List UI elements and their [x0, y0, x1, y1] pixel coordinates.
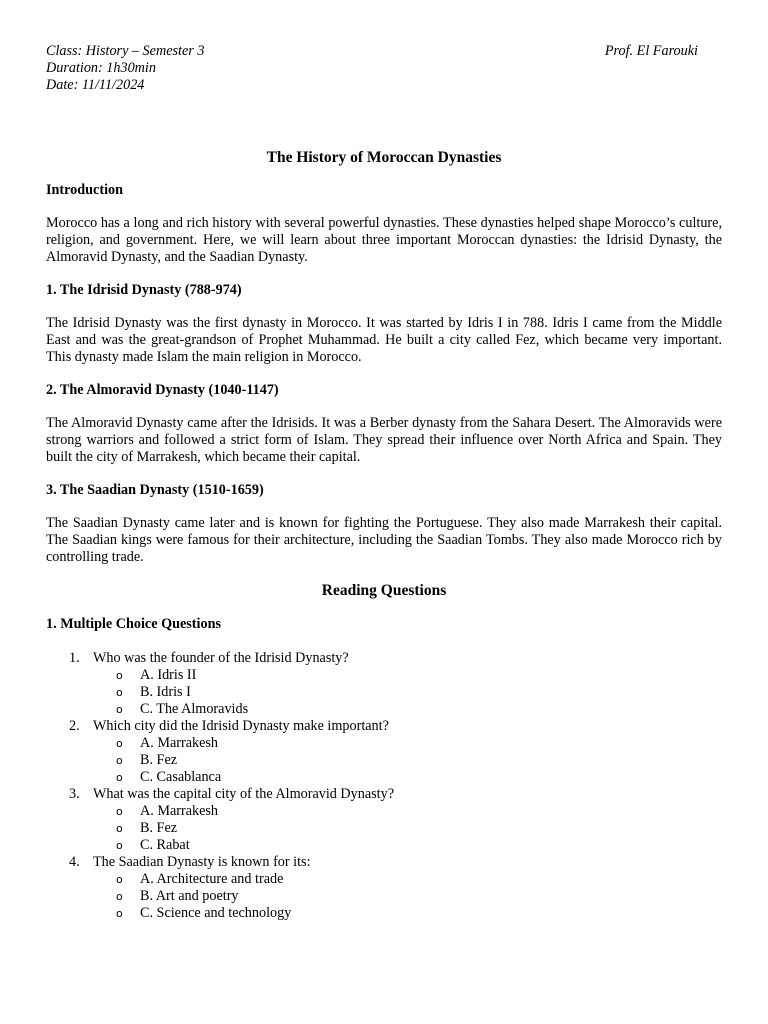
option-text: B. Idris I — [140, 684, 191, 700]
question-1-option-b — [46, 684, 722, 701]
question-text: The Saadian Dynasty is known for its: — [93, 854, 311, 870]
question-1 — [46, 650, 722, 667]
saadian-heading: 3. The Saadian Dynasty (1510-1659) — [46, 482, 264, 498]
date-line: Date: 11/11/2024 — [46, 77, 145, 93]
question-3-option-b — [46, 820, 722, 837]
question-3-option-a — [46, 803, 722, 820]
option-text: B. Art and poetry — [140, 888, 239, 904]
document-page — [46, 43, 722, 922]
question-2 — [46, 718, 722, 735]
idrisid-heading: 1. The Idrisid Dynasty (788-974) — [46, 282, 242, 298]
option-text: B. Fez — [140, 820, 178, 836]
class-line: Class: History – Semester 3 — [46, 43, 205, 59]
option-text: C. Casablanca — [140, 769, 222, 785]
question-3 — [46, 786, 722, 803]
professor-name: Prof. El Farouki — [604, 43, 698, 59]
introduction-text: Morocco has a long and rich history with several powerful dynasties. These dynasties helped shape Morocco’s culture, religion, and government. Here, we will learn about three important Moroccan dynasties: the Idrisid Dynasty, the Almoravid Dynasty, and the Saadian Dynasty. — [46, 215, 722, 265]
question-number: 2. — [69, 718, 80, 734]
introduction-heading: Introduction — [46, 182, 123, 198]
reading-questions-title: Reading Questions — [321, 582, 447, 599]
question-1-option-c — [46, 701, 722, 718]
option-text: C. Science and technology — [140, 905, 292, 921]
bullet-icon: o — [116, 754, 123, 767]
question-1-option-a — [46, 667, 722, 684]
question-2-option-b — [46, 752, 722, 769]
bullet-icon: o — [116, 907, 123, 920]
almoravid-text: The Almoravid Dynasty came after the Idrisids. It was a Berber dynasty from the Sahara Desert. The Almoravids were strong warriors and followed a strict form of Islam. They spread their influence over North Africa and Spain. They built the city of Marrakesh, which became their capital. — [46, 415, 722, 465]
bullet-icon: o — [116, 737, 123, 750]
question-text: Who was the founder of the Idrisid Dynasty? — [93, 650, 349, 666]
question-4-option-a — [46, 871, 722, 888]
bullet-icon: o — [116, 873, 123, 886]
question-3-option-c — [46, 837, 722, 854]
bullet-icon: o — [116, 686, 123, 699]
bullet-icon: o — [116, 839, 123, 852]
bullet-icon: o — [116, 805, 123, 818]
question-4-option-c — [46, 905, 722, 922]
option-text: A. Marrakesh — [140, 803, 219, 819]
saadian-text: The Saadian Dynasty came later and is known for fighting the Portuguese. They also made Marrakesh their capital. The Saadian kings were famous for their architecture, including the Saadian Tombs. They also made Morocco rich by controlling trade. — [46, 515, 722, 565]
almoravid-heading: 2. The Almoravid Dynasty (1040-1147) — [46, 382, 279, 398]
question-list — [46, 650, 722, 922]
bullet-icon: o — [116, 771, 123, 784]
option-text: A. Architecture and trade — [140, 871, 284, 887]
document-title: The History of Moroccan Dynasties — [266, 149, 502, 166]
idrisid-text: The Idrisid Dynasty was the first dynasty in Morocco. It was started by Idris I in 788. Idris I came from the Middle East and was the great-grandson of Prophet Muhammad. He built a city called Fez, which became very important. This dynasty made Islam the main religion in Morocco. — [46, 315, 722, 365]
question-number: 3. — [69, 786, 80, 802]
mcq-heading: 1. Multiple Choice Questions — [46, 616, 221, 632]
question-number: 4. — [69, 854, 80, 870]
option-text: A. Idris II — [140, 667, 197, 683]
bullet-icon: o — [116, 822, 123, 835]
question-number: 1. — [69, 650, 80, 666]
question-2-option-a — [46, 735, 722, 752]
option-text: C. Rabat — [140, 837, 190, 853]
question-text: Which city did the Idrisid Dynasty make important? — [93, 718, 389, 734]
question-text: What was the capital city of the Almoravid Dynasty? — [93, 786, 394, 802]
option-text: A. Marrakesh — [140, 735, 219, 751]
bullet-icon: o — [116, 890, 123, 903]
question-4-option-b — [46, 888, 722, 905]
option-text: C. The Almoravids — [140, 701, 249, 717]
document-header — [46, 43, 722, 94]
duration-line: Duration: 1h30min — [46, 60, 156, 76]
question-4 — [46, 854, 722, 871]
bullet-icon: o — [116, 703, 123, 716]
option-text: B. Fez — [140, 752, 178, 768]
bullet-icon: o — [116, 669, 123, 682]
question-2-option-c — [46, 769, 722, 786]
